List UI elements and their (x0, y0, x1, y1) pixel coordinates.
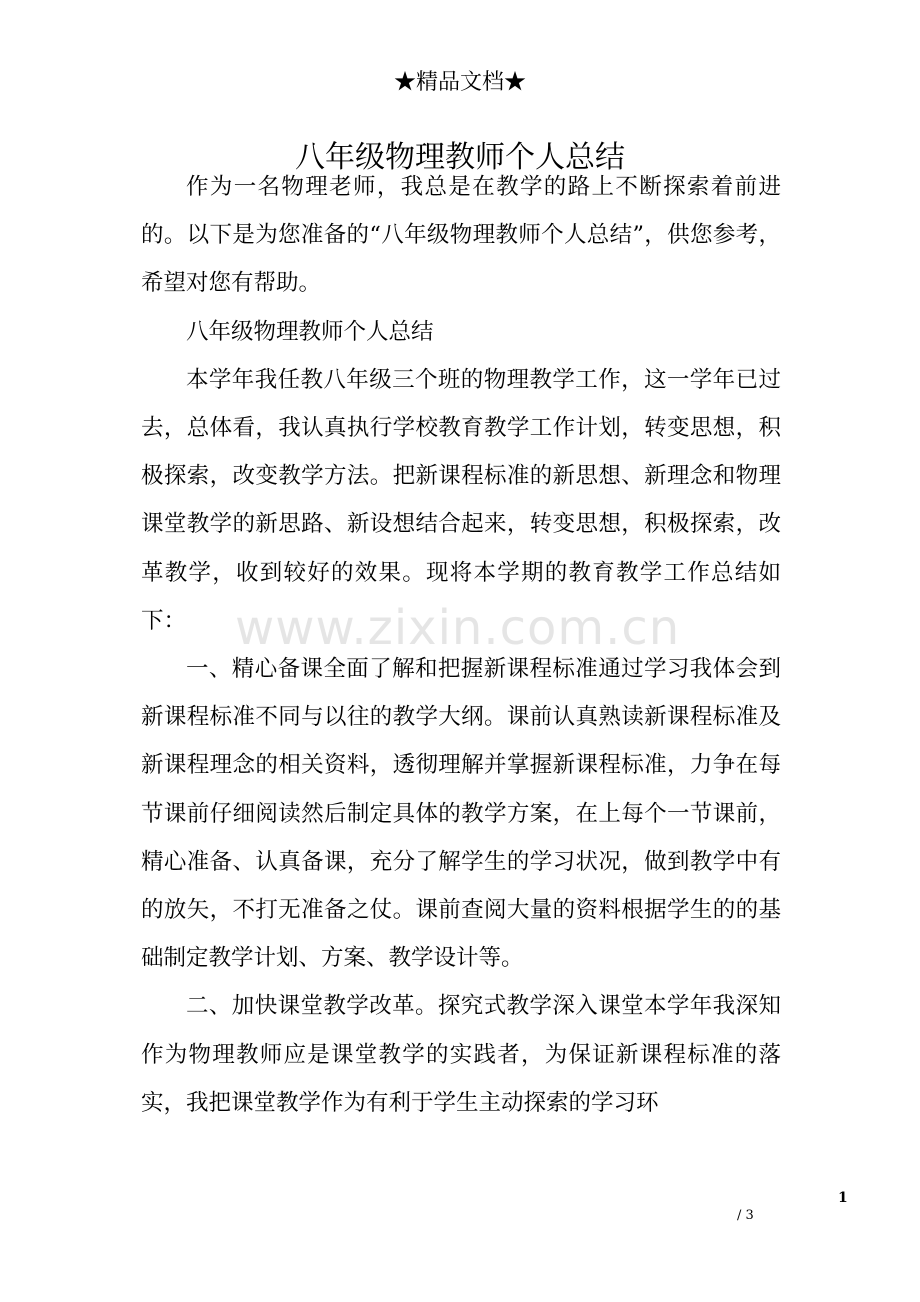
watermark: www.zixin.com.cn (235, 600, 681, 656)
document-title: 八年级物理教师个人总结 (295, 140, 625, 176)
paragraph-subtitle: 八年级物理教师个人总结 (186, 318, 434, 345)
header-mark: ★精品文档★ (393, 70, 526, 95)
page-total: / 3 (737, 1208, 754, 1223)
paragraph-section-one: 一、精心备课全面了解和把握新课程标准通过学习我体会到新课程标准不同与以往的教学大纲。课前认真熟读新课程标准及新课程理念的相关资料，透彻理解并掌握新课程标准，力争在每节课前仔细阅读然后制定具体的教学方案，在上每个一节课前，精心准备、认真备课，充分了解学生的学习状况，做到教学中有的放矢，不打无准备之仗。课前查阅大量的资料根据学生的的基础制定教学计划、方案、教学设计等。 (141, 656, 781, 972)
paragraph-section-two: 二、加快课堂教学改革。探究式教学深入课堂本学年我深知作为物理教师应是课堂教学的实践者，为保证新课程标准的落实，我把课堂教学作为有利于学生主动探索的学习环 (141, 993, 781, 1116)
paragraph-intro: 作为一名物理老师，我总是在教学的路上不断探索着前进的。以下是为您准备的“八年级物理教师个人总结”，供您参考，希望对您有帮助。 (141, 174, 781, 297)
page-number: 1 (838, 1190, 848, 1206)
document-body (141, 163, 781, 1127)
paragraph-overview: 本学年我任教八年级三个班的物理教学工作，这一学年已过去，总体看，我认真执行学校教育教学工作计划，转变思想，积极探索，改变教学方法。把新课程标准的新思想、新理念和物理课堂教学的新思路、新设想结合起来，转变思想，积极探索，改革教学，收到较好的效果。现将本学期的教育教学工作总结如下： (141, 366, 781, 634)
